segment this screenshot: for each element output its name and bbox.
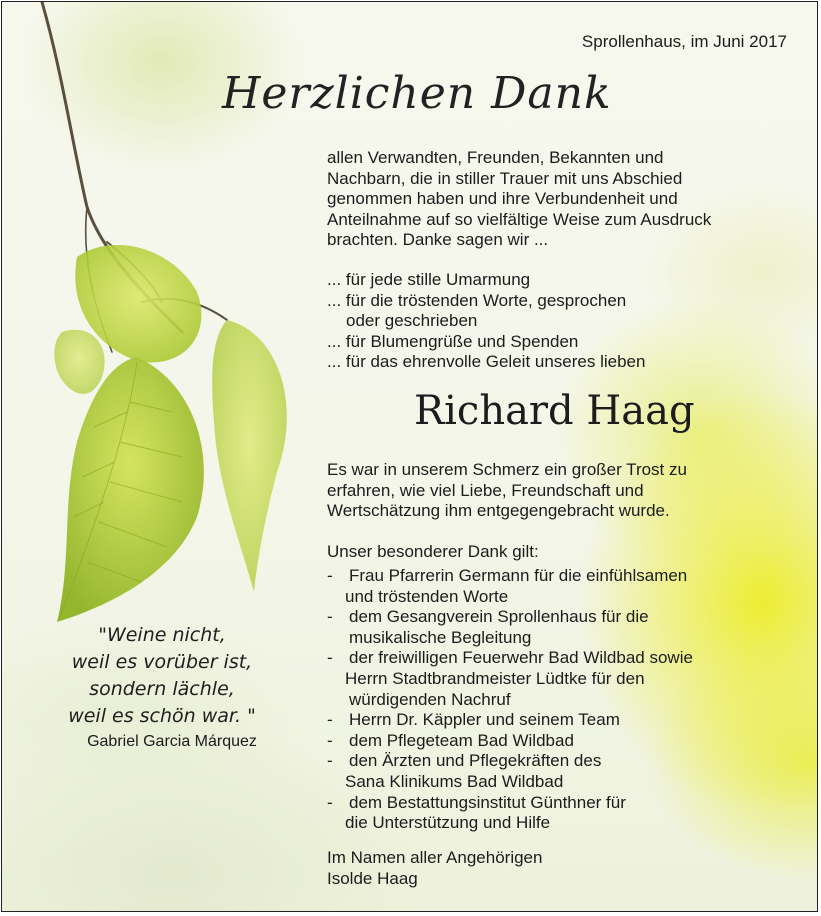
thanks-list-item-continuation: oder geschrieben [346,311,478,331]
item-line: würdigenden Nachruf [349,689,511,709]
thanks-list-item: ... für Blumengrüße und Spenden [327,331,579,351]
quote-line: weil es vorüber ist, [71,651,253,673]
special-thanks-item [327,648,797,710]
intro-line: genommen haben und ihre Verbundenheit und [327,189,678,209]
trust-line: Es war in unserem Schmerz ein großer Trost zu [327,460,687,479]
special-thanks-item [327,793,797,834]
intro-line: brachten. Danke sagen wir ... [327,230,549,250]
special-thanks-list [327,566,797,834]
dash: - [327,566,333,585]
trust-line: erfahren, wie viel Liebe, Freundschaft und [327,480,644,500]
headline: Herzlichen Dank [222,68,612,119]
item-line: den Ärzten und Pflegekräften des [349,751,602,771]
item-line: der freiwilligen Feuerwehr Bad Wildbad sowie [349,648,693,668]
item-line: Herrn Stadtbrandmeister Lüdtke für den [345,668,645,688]
special-thanks-item [327,566,797,607]
intro-line: Nachbarn, die in stiller Trauer mit uns Abschied [327,168,683,188]
intro-paragraph [327,148,797,251]
place-and-date: Sprollenhaus, im Juni 2017 [581,32,787,51]
thanks-list-item: ... für das ehrenvolle Geleit unseres lieben [327,352,646,372]
dash: - [327,751,333,771]
intro-line: allen Verwandten, Freunden, Bekannten und [327,148,664,167]
signature [327,848,542,889]
item-line: dem Pflegeteam Bad Wildbad [349,730,574,750]
leaf-right [212,320,287,592]
dash: - [327,607,333,627]
deceased-name: Richard Haag [414,388,695,434]
intro-line: Anteilnahme auf so vielfältige Weise zum Ausdruck [327,209,712,229]
obituary-thank-you-card [1,1,818,912]
thanks-list [327,270,797,373]
dash: - [327,648,333,668]
thanks-list-item: ... für die tröstenden Worte, gesprochen [327,290,627,310]
dash: - [327,730,333,750]
special-thanks-item [327,607,797,648]
item-line: Herrn Dr. Käppler und seinem Team [349,710,620,730]
special-thanks-item [327,731,797,752]
signature-line: Im Namen aller Angehörigen [327,848,543,867]
signature-name: Isolde Haag [327,868,418,888]
item-line: dem Bestattungsinstitut Günthner für [349,792,626,812]
special-thanks-item [327,710,797,731]
special-thanks-item [327,751,797,792]
item-line: dem Gesangverein Sprollenhaus für die [349,607,649,627]
leaf-left-small [54,330,104,394]
item-line: und tröstenden Worte [345,586,509,606]
quote-line: "Weine nicht, [98,624,226,646]
item-line: die Unterstützung und Hilfe [345,813,551,833]
quote-line: sondern lächle, [89,678,235,700]
quote-line: weil es schön war. " [68,705,256,727]
thanks-list-item: ... für jede stille Umarmung [327,270,531,289]
dash: - [327,710,333,730]
trust-paragraph [327,460,797,522]
item-line: Frau Pfarrerin Germann für die einfühlsamen [349,566,688,585]
item-line: musikalische Begleitung [349,627,532,647]
special-thanks-title: Unser besonderer Dank gilt: [327,542,539,561]
trust-line: Wertschätzung ihm entgegengebracht wurde. [327,501,670,521]
item-line: Sana Klinikums Bad Wildbad [345,771,564,791]
quote [42,622,282,730]
quote-author: Gabriel Garcia Márquez [87,733,257,750]
dash: - [327,792,333,812]
